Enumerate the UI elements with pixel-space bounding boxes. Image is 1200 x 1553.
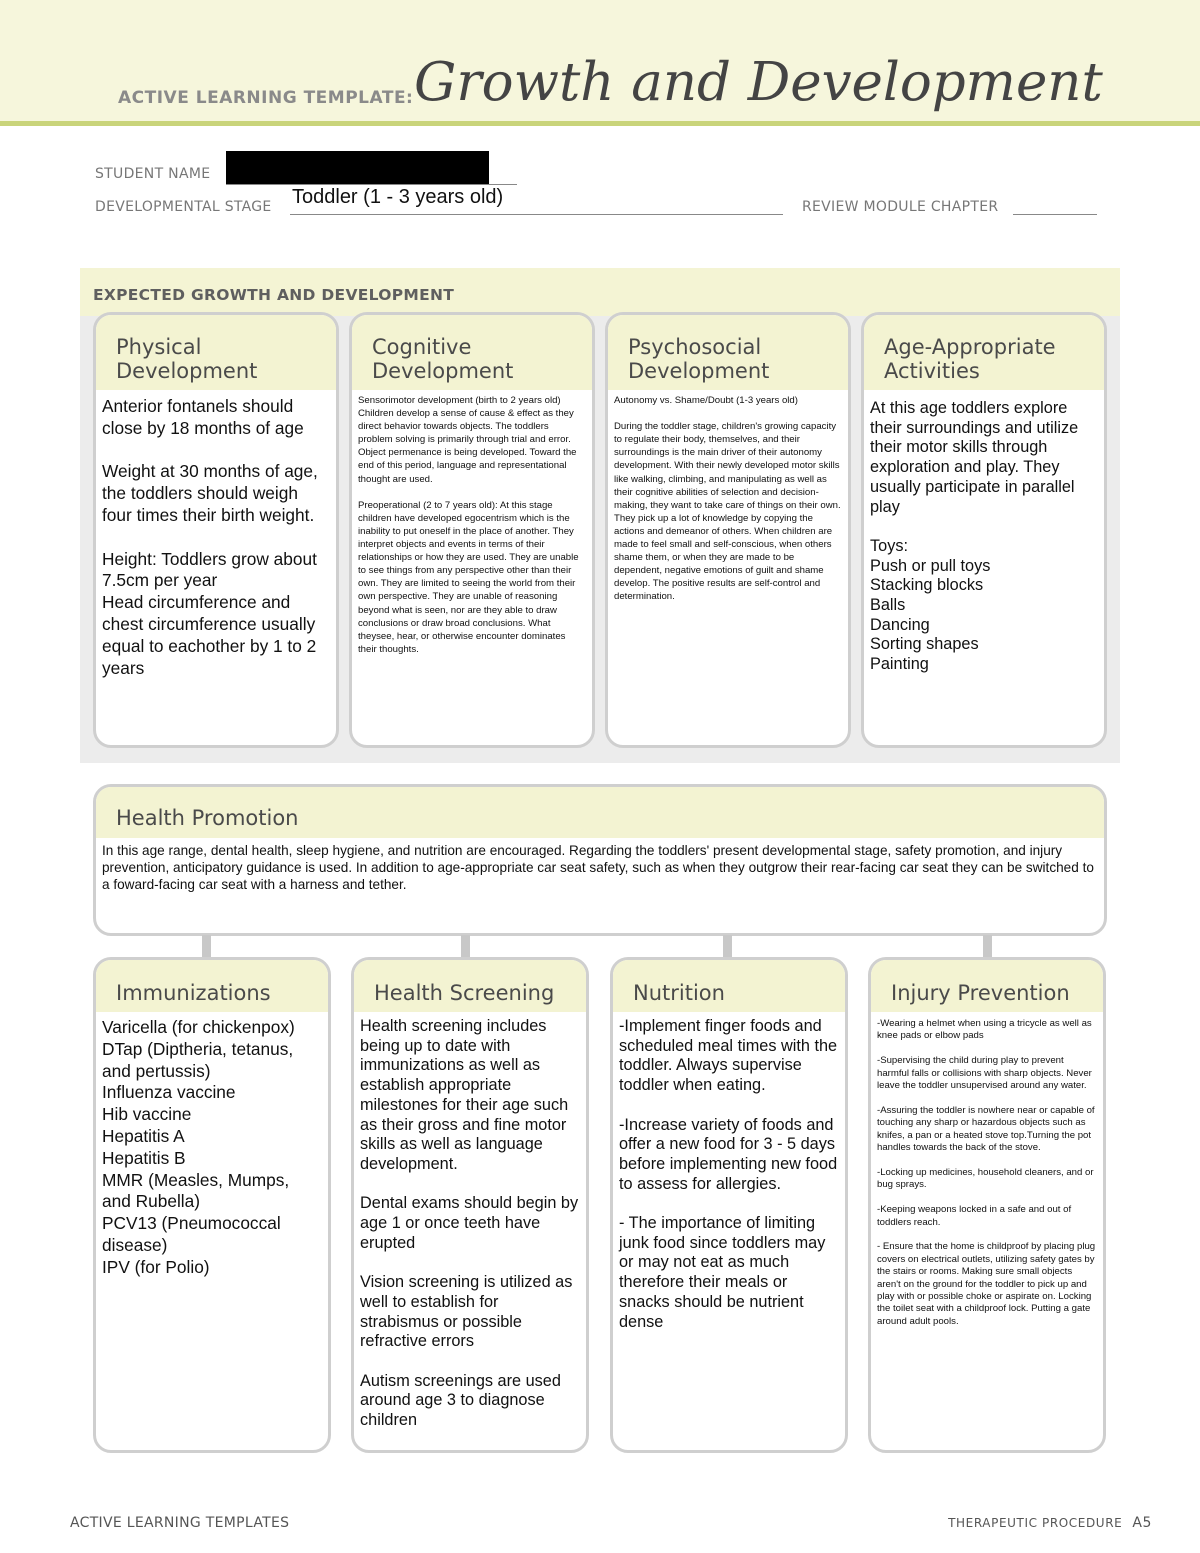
card-title: Injury Prevention <box>891 981 1070 1005</box>
redaction-block <box>226 151 489 184</box>
connector <box>202 935 211 959</box>
nutrition-card <box>610 957 848 1453</box>
footer-left-label: ACTIVE LEARNING TEMPLATES <box>70 1515 290 1531</box>
cognitive-development-card <box>349 312 595 748</box>
psychosocial-development-card <box>605 312 851 748</box>
review-module-line[interactable] <box>1013 214 1097 215</box>
age-appropriate-activities-card <box>861 312 1107 748</box>
immunizations-text: Varicella (for chickenpox) DTap (Diptheria, tetanus, and pertussis) Influenza vaccine Hib vaccine Hepatitis A Hepatitis B MMR (Measles, Mumps, and Rubella) PCV13 (Pneumococcal disease) IPV (for Polio) <box>102 1017 295 1277</box>
age-appropriate-activities-text: At this age toddlers explore their surroundings and utilize their motor skills through exploration and play. They usually participate in parallel play Toys: Push or pull toys Stacking blocks Balls Dancing Sorting shapes Painting <box>870 399 1079 674</box>
developmental-stage-value: Toddler (1 - 3 years old) <box>292 186 504 208</box>
developmental-stage-line[interactable] <box>290 214 783 215</box>
injury-prevention-text: -Wearing a helmet when using a tricycle as well as knee pads or elbow pads -Supervising the child during play to prevent harmful falls or collisions with sharp objects. Never leave the toddler unsupervised around any water. -Assuring the toddler is nowhere near or capable of touching any sharp or hazardous objects such as knifes, a pan or a heated stove top.Turning the pot handles towards the back of the stove. -Locking up medicines, household cleaners, and or bug sprays. -Keeping weapons locked in a safe and out of toddlers reach. - Ensure that the home is childproof by placing plug covers on electrical outlets, utilizing safety gates by the stairs or rooms. Making sure small objects aren't on the ground for the toddler to pick up and play with or possible choke or aspirate on. Locking the toilet seat with a childproof lock. Putting a gate around adult pools. <box>877 1018 1096 1327</box>
student-name-line[interactable] <box>226 184 517 185</box>
immunizations-card <box>93 957 331 1453</box>
health-promotion-card <box>93 784 1107 936</box>
connector <box>983 935 992 959</box>
header-rule <box>0 121 1200 126</box>
card-title: Physical Development <box>116 335 258 383</box>
template-label: ACTIVE LEARNING TEMPLATE: <box>118 88 414 108</box>
health-screening-card <box>351 957 589 1453</box>
card-title: Immunizations <box>116 981 271 1005</box>
injury-prevention-card <box>868 957 1106 1453</box>
nutrition-text: -Implement finger foods and scheduled meal times with the toddler. Always supervise toddler when eating. -Increase variety of foods and offer a new food for 3 - 5 days before implementing new food to assess for allergies. - The importance of limiting junk food since toddlers may or may not eat as much therefore their meals or snacks should be nutrient dense <box>619 1017 838 1331</box>
connector <box>723 935 732 959</box>
cognitive-development-text: Sensorimotor development (birth to 2 years old) Children develop a sense of cause & effect as they direct behavior towards objects. The toddlers problem solving is primarily through trial and error. Object permenance is being developed. Toward the end of this period, language and representational thought are used. Preoperational (2 to 7 years old): At this stage children have developed egocentrism which is the inability to put oneself in the place of another. They interpret objects and events in terms of their relationships or how they are used. They are unable to see things from any perspective other than their own. They are limited to seeing the world from their own perspective. They are unable of reasoning beyond what is seen, nor are they able to draw conclusions or draw broad conclusions. What theysee, hear, or otherwise encounter dominates their thoughts. <box>358 395 579 655</box>
card-title: Age-Appropriate Activities <box>884 335 1056 383</box>
health-screening-text: Health screening includes being up to date with immunizations as well as establish appropriate milestones for their age such as their gross and fine motor skills as well as language development. Dental exams should begin by age 1 or once teeth have erupted Vision screening is utilized as well to establish for strabismus or possible refractive errors Autism screenings are used around age 3 to diagnose children <box>360 1017 579 1430</box>
card-title: Nutrition <box>633 981 725 1005</box>
psychosocial-development-text: Autonomy vs. Shame/Doubt (1-3 years old) During the toddler stage, children's growing capacity to regulate their body, themselves, and their surroundings is the main driver of their autonomy development. With their newly developed motor skills like walking, climbing, and manipulating as well as their cognitive abilities of selection and decision-making, they want to take care of things on their own. They pick up a lot of knowledge by copying the actions and demeanor of others. When children are made to feel small and self-conscious, when others shame them, or when they are made to be dependent, negative emotions of guilt and shame develop. The positive results are self-control and determination. <box>614 395 841 603</box>
physical-development-text: Anterior fontanels should close by 18 months of age Weight at 30 months of age, the toddlers should weigh four times their birth weight. Height: Toddlers grow about 7.5cm per year Head circumference and chest circumference usually equal to eachother by 1 to 2 years <box>102 396 318 678</box>
footer-page-number: A5 <box>1132 1515 1152 1531</box>
card-title: Psychosocial Development <box>628 335 770 383</box>
card-title: Health Screening <box>374 981 555 1005</box>
expected-growth-title: EXPECTED GROWTH AND DEVELOPMENT <box>93 286 455 304</box>
student-name-label: STUDENT NAME <box>95 166 211 182</box>
page-title: Growth and Development <box>414 52 1103 113</box>
review-module-label: REVIEW MODULE CHAPTER <box>802 199 999 215</box>
card-title: Cognitive Development <box>372 335 514 383</box>
footer-right-label: THERAPEUTIC PROCEDURE <box>948 1516 1123 1530</box>
physical-development-card <box>93 312 339 748</box>
card-title: Health Promotion <box>116 806 299 830</box>
connector <box>461 935 470 959</box>
developmental-stage-label: DEVELOPMENTAL STAGE <box>95 199 272 215</box>
health-promotion-text: In this age range, dental health, sleep hygiene, and nutrition are encouraged. Regarding the toddlers' present developmental stage, safety promotion, and injury prevention, anticipatory guidance is used. In addition to age-appropriate car seat safety, such as when they outgrow their rear-facing car seat they can be switched to a foward-facing car seat with a harness and tether. <box>102 843 1094 892</box>
footer-right <box>948 1515 1152 1531</box>
